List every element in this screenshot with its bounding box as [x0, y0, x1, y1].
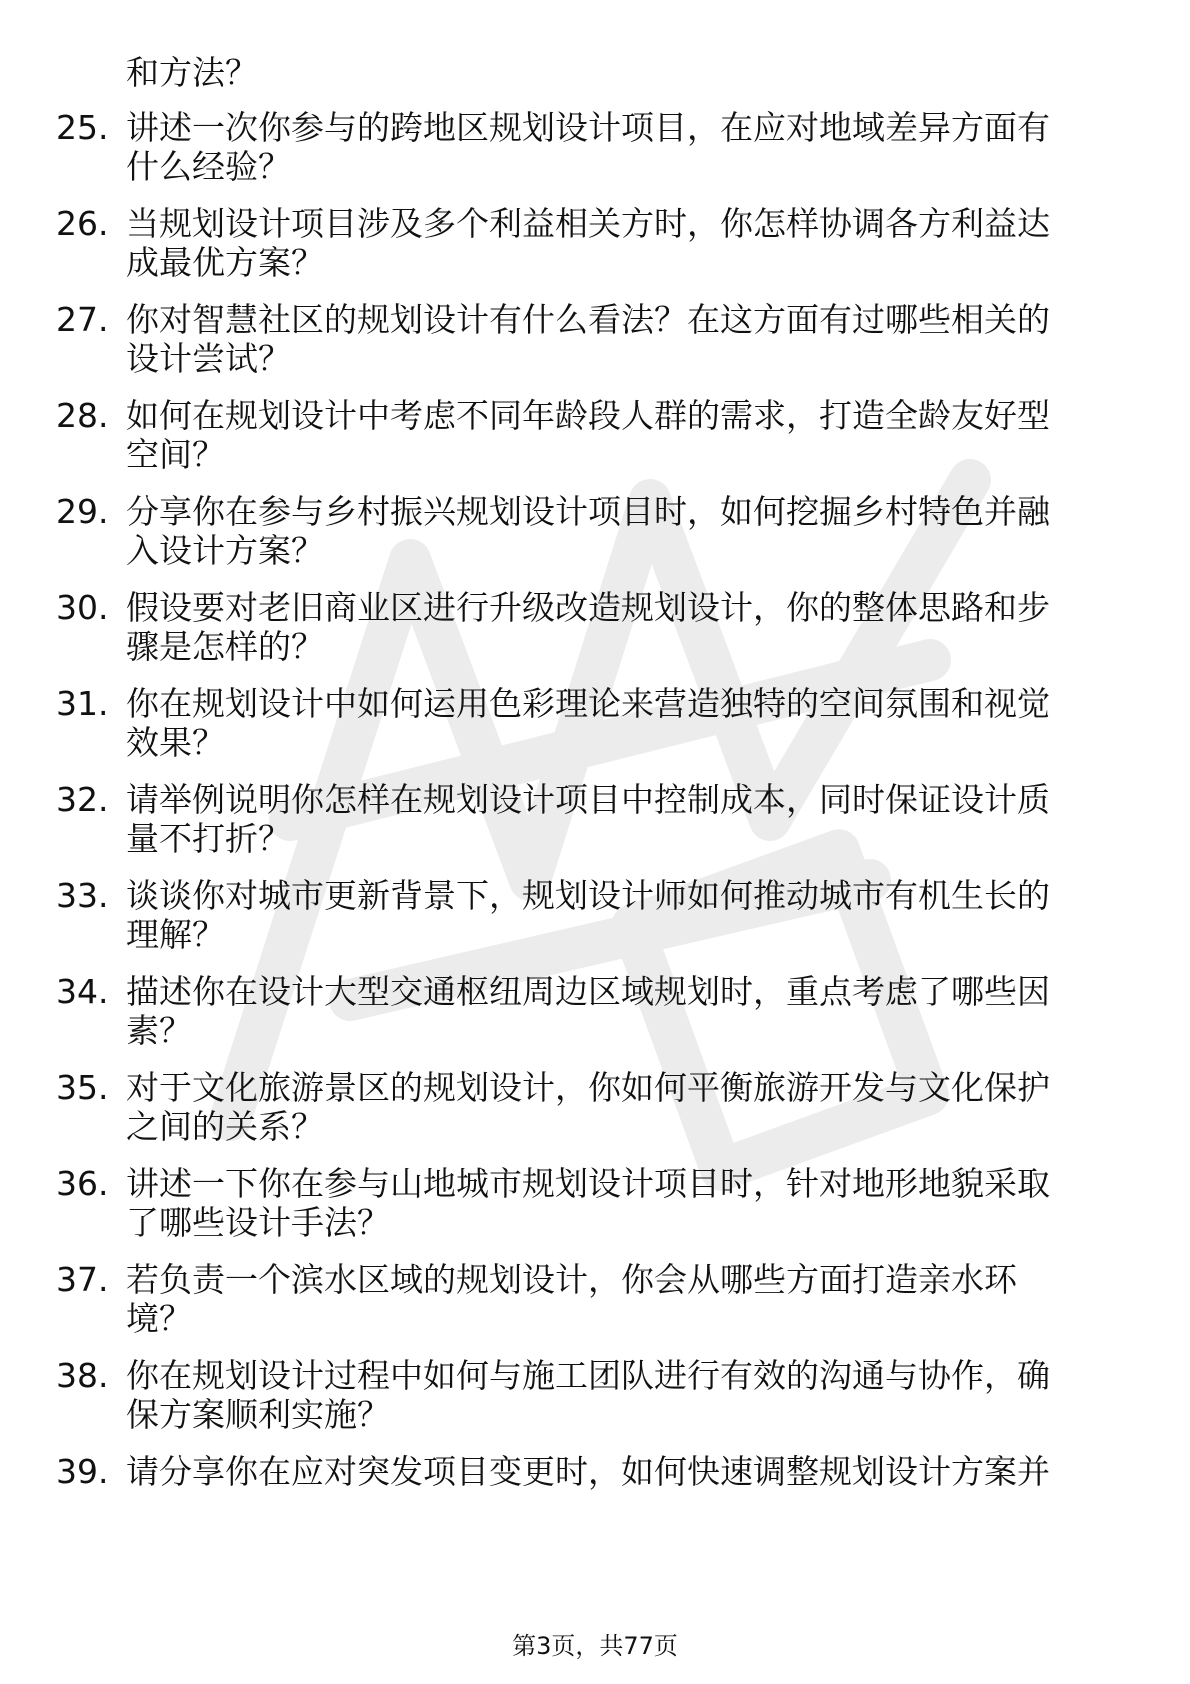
question-number: 30.: [56, 588, 109, 627]
question-text-line: 若负责一个滨水区域的规划设计，你会从哪些方面打造亲水环: [126, 1260, 1017, 1299]
question-number: 39.: [56, 1452, 109, 1491]
question-text-line: 理解？: [126, 915, 225, 954]
page-footer: [0, 1632, 1190, 1660]
question-number: 33.: [56, 876, 109, 915]
page-number-label: 第3页，共77页: [512, 1632, 678, 1660]
question-text-line: 之间的关系？: [126, 1107, 324, 1146]
question-text-line: 谈谈你对城市更新背景下，规划设计师如何推动城市有机生长的: [126, 876, 1050, 915]
question-number: 37.: [56, 1260, 109, 1299]
question-number: 25.: [56, 108, 109, 147]
question-text-line: 讲述一下你在参与山地城市规划设计项目时，针对地形地貌采取: [126, 1164, 1050, 1203]
question-number: 34.: [56, 972, 109, 1011]
question-number: 28.: [56, 396, 109, 435]
question-text-line: 讲述一次你参与的跨地区规划设计项目，在应对地域差异方面有: [126, 108, 1050, 147]
question-number: 38.: [56, 1356, 109, 1395]
question-number: 35.: [56, 1068, 109, 1107]
question-number: 29.: [56, 492, 109, 531]
question-text-line: 境？: [126, 1299, 192, 1338]
question-text-line: 假设要对老旧商业区进行升级改造规划设计，你的整体思路和步: [126, 588, 1050, 627]
question-text-line: 描述你在设计大型交通枢纽周边区域规划时，重点考虑了哪些因: [126, 972, 1050, 1011]
question-text-line: 骤是怎样的？: [126, 627, 324, 666]
question-number: 26.: [56, 204, 109, 243]
question-text-line: 请举例说明你怎样在规划设计项目中控制成本，同时保证设计质: [126, 780, 1050, 819]
question-text-line: 设计尝试？: [126, 339, 291, 378]
question-text-line: 请分享你在应对突发项目变更时，如何快速调整规划设计方案并: [126, 1452, 1050, 1491]
question-text-line: 当规划设计项目涉及多个利益相关方时，你怎样协调各方利益达: [126, 204, 1050, 243]
question-text-line: 什么经验？: [126, 147, 291, 186]
question-text-line: 如何在规划设计中考虑不同年龄段人群的需求，打造全龄友好型: [126, 396, 1050, 435]
question-number: 36.: [56, 1164, 109, 1203]
question-text-line: 分享你在参与乡村振兴规划设计项目时，如何挖掘乡村特色并融: [126, 492, 1050, 531]
question-text-line: 保方案顺利实施？: [126, 1395, 390, 1434]
question-text-line: 你在规划设计过程中如何与施工团队进行有效的沟通与协作，确: [126, 1356, 1050, 1395]
question-text-line: 效果？: [126, 723, 225, 762]
question-text-line: 成最优方案？: [126, 243, 324, 282]
question-text-line: 对于文化旅游景区的规划设计，你如何平衡旅游开发与文化保护: [126, 1068, 1050, 1107]
question-text-line: 素？: [126, 1011, 192, 1050]
question-number: 31.: [56, 684, 109, 723]
question-text-line: 量不打折？: [126, 819, 291, 858]
continuation-text: 和方法？: [126, 53, 258, 92]
question-text-line: 空间？: [126, 435, 225, 474]
question-text-line: 了哪些设计手法？: [126, 1203, 390, 1242]
question-number: 27.: [56, 300, 109, 339]
question-number: 32.: [56, 780, 109, 819]
question-text-line: 入设计方案？: [126, 531, 324, 570]
question-text-line: 你在规划设计中如何运用色彩理论来营造独特的空间氛围和视觉: [126, 684, 1050, 723]
question-text-line: 你对智慧社区的规划设计有什么看法？在这方面有过哪些相关的: [126, 300, 1050, 339]
